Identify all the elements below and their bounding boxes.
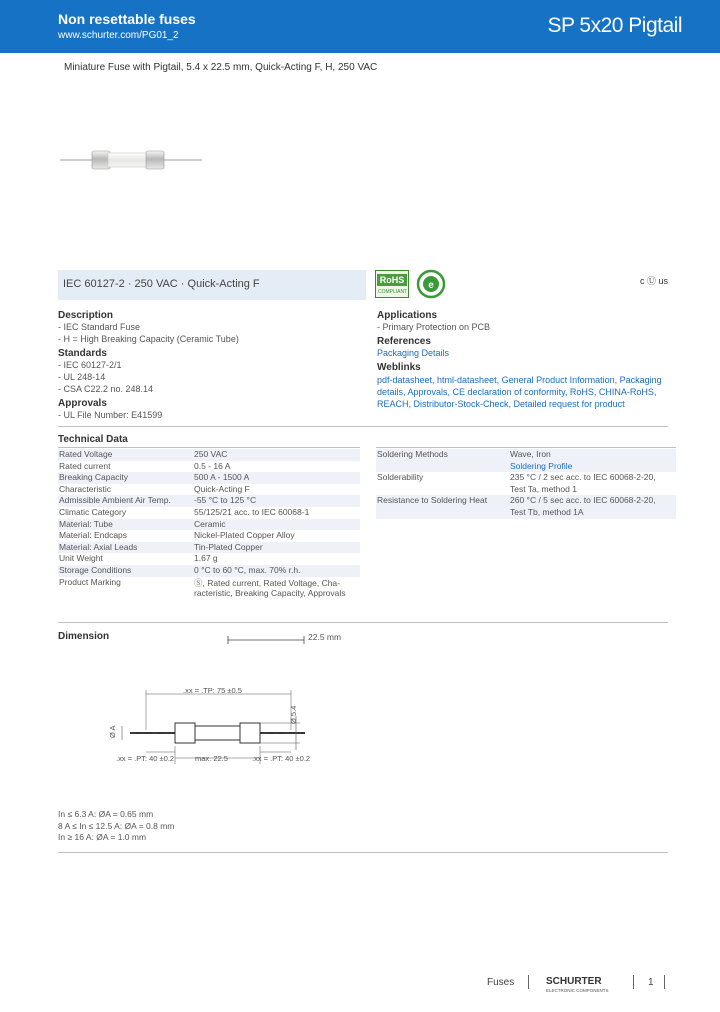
note-line: In ≤ 6.3 A: ØA = 0.65 mm bbox=[58, 809, 154, 819]
rohs-sub: COMPLIANT bbox=[378, 289, 408, 295]
table-row: Soldering Methods Wave, Iron Soldering Profile bbox=[376, 449, 676, 472]
table-row: Admissible Ambient Air Temp. -55 °C to 125 °C bbox=[58, 495, 360, 507]
footer-separator bbox=[664, 975, 665, 989]
divider bbox=[58, 852, 668, 853]
divider bbox=[58, 426, 668, 427]
svg-text:e: e bbox=[428, 280, 434, 291]
ul-recognized-icon: c Ⓤ us bbox=[640, 276, 669, 286]
divider bbox=[58, 447, 360, 448]
standards-line-1: - IEC 60127-2/1 bbox=[58, 360, 122, 370]
description-line-1: - IEC Standard Fuse bbox=[58, 322, 141, 332]
dimension-total-label: .xx = .TP: 75 ±0.5 bbox=[183, 686, 242, 695]
dimension-left-lead-label: .xx = .PT: 40 ±0.2 bbox=[116, 754, 175, 763]
schurter-tagline: ELECTRONIC COMPONENTS bbox=[546, 988, 609, 993]
footer-separator bbox=[528, 975, 529, 989]
table-row: Material: Axial Leads Tin-Plated Copper bbox=[58, 542, 360, 554]
standards-line-2: - UL 248-14 bbox=[58, 372, 106, 382]
dimension-scale-label: 22.5 mm bbox=[308, 632, 342, 642]
table-row: Rated current 0.5 - 16 A bbox=[59, 460, 231, 471]
note-line: In ≥ 16 A: ØA = 1.0 mm bbox=[58, 832, 147, 843]
product-subtitle: Miniature Fuse with Pigtail, 5.4 x 22.5 mm, Quick-Acting F, H, 250 VAC bbox=[64, 62, 378, 73]
fuse-product-image bbox=[60, 140, 205, 180]
standards-title: Standards bbox=[58, 348, 107, 359]
dimension-right-lead-label: .xx = .PT: 40 ±0.2 bbox=[252, 754, 311, 763]
iec-standard-label: IEC 60127-2 · 250 VAC · Quick-Acting F bbox=[63, 278, 260, 290]
dimension-lead-diameter-label: Ø A bbox=[108, 725, 117, 738]
weblinks-line-1[interactable]: pdf-datasheet, html-datasheet, General Product Information, Packaging bbox=[377, 375, 662, 385]
table-row: Product Marking Ⓢ, Rated current, Rated Voltage, Cha- bbox=[59, 576, 340, 588]
footer-separator bbox=[633, 975, 634, 989]
applications-line-1: - Primary Protection on PCB bbox=[377, 322, 491, 332]
iec-standard-bar bbox=[58, 270, 366, 300]
table-row: Unit Weight 1.67 g bbox=[59, 553, 218, 564]
footer-section: Fuses bbox=[487, 977, 515, 988]
table-row: Storage Conditions 0 °C to 60 °C, max. 70% r.h. bbox=[58, 565, 360, 577]
dimension-body-label: max. 22.5 bbox=[195, 754, 228, 763]
lead-diameter-notes bbox=[58, 809, 174, 844]
table-row: Breaking Capacity 500 A - 1500 A bbox=[58, 472, 360, 484]
rohs-icon bbox=[375, 270, 409, 298]
china-rohs-icon bbox=[416, 269, 446, 299]
weblinks-line-2[interactable]: details, Approvals, CE declaration of conformity, RoHS, CHINA-RoHS, bbox=[377, 387, 657, 397]
note-line: 8 A ≤ In ≤ 12.5 A: ØA = 0.8 mm bbox=[58, 820, 175, 831]
category-title: Non resettable fuses bbox=[58, 11, 196, 27]
table-row: Climatic Category 55/125/21 acc. to IEC 60068-1 bbox=[59, 506, 310, 517]
table-row: Solderability 235 °C / 2 sec acc. to IEC 60068-2-20, Test Ta, method 1 bbox=[377, 472, 656, 494]
weblinks-line-3[interactable]: REACH, Distributor-Stock-Check, Detailed request for product bbox=[377, 399, 625, 409]
page-number: 1 bbox=[648, 977, 654, 988]
table-row: Characteristic Quick-Acting F bbox=[59, 483, 250, 494]
dimension-title: Dimension bbox=[58, 631, 110, 642]
product-url[interactable]: www.schurter.com/PG01_2 bbox=[58, 30, 179, 41]
packaging-details-link[interactable]: Packaging Details bbox=[377, 348, 450, 358]
weblinks-title: Weblinks bbox=[377, 362, 421, 373]
schurter-logo: SCHURTER bbox=[546, 976, 602, 987]
table-row: Material: Endcaps Nickel-Plated Copper Alloy bbox=[59, 530, 295, 541]
dimension-diameter-label: Ø 5.4 bbox=[289, 705, 298, 724]
approvals-title: Approvals bbox=[58, 398, 107, 409]
table-row: racteristic, Breaking Capacity, Approvals bbox=[194, 588, 346, 599]
description-line-2: - H = High Breaking Capacity (Ceramic Tube) bbox=[58, 334, 239, 344]
table-row: Rated Voltage 250 VAC bbox=[58, 449, 360, 461]
references-title: References bbox=[377, 336, 431, 347]
approvals-line-1: - UL File Number: E41599 bbox=[58, 410, 163, 420]
standards-line-3: - CSA C22.2 no. 248.14 bbox=[58, 384, 154, 394]
soldering-data-table bbox=[376, 449, 676, 519]
description-title: Description bbox=[58, 310, 114, 321]
technical-data-title: Technical Data bbox=[58, 434, 128, 445]
header-banner bbox=[0, 0, 720, 53]
rohs-label: RoHS bbox=[377, 274, 407, 286]
divider bbox=[376, 447, 676, 448]
technical-data-table bbox=[58, 449, 360, 600]
divider bbox=[58, 622, 668, 623]
soldering-profile-link[interactable]: Soldering Profile bbox=[510, 460, 573, 471]
applications-title: Applications bbox=[377, 310, 438, 321]
table-row: Resistance to Soldering Heat 260 °C / 5 sec acc. to IEC 60068-2-20, Test Tb, method 1A bbox=[376, 495, 676, 518]
table-row: Material: Tube Ceramic bbox=[58, 519, 360, 531]
product-title: SP 5x20 Pigtail bbox=[547, 14, 682, 37]
